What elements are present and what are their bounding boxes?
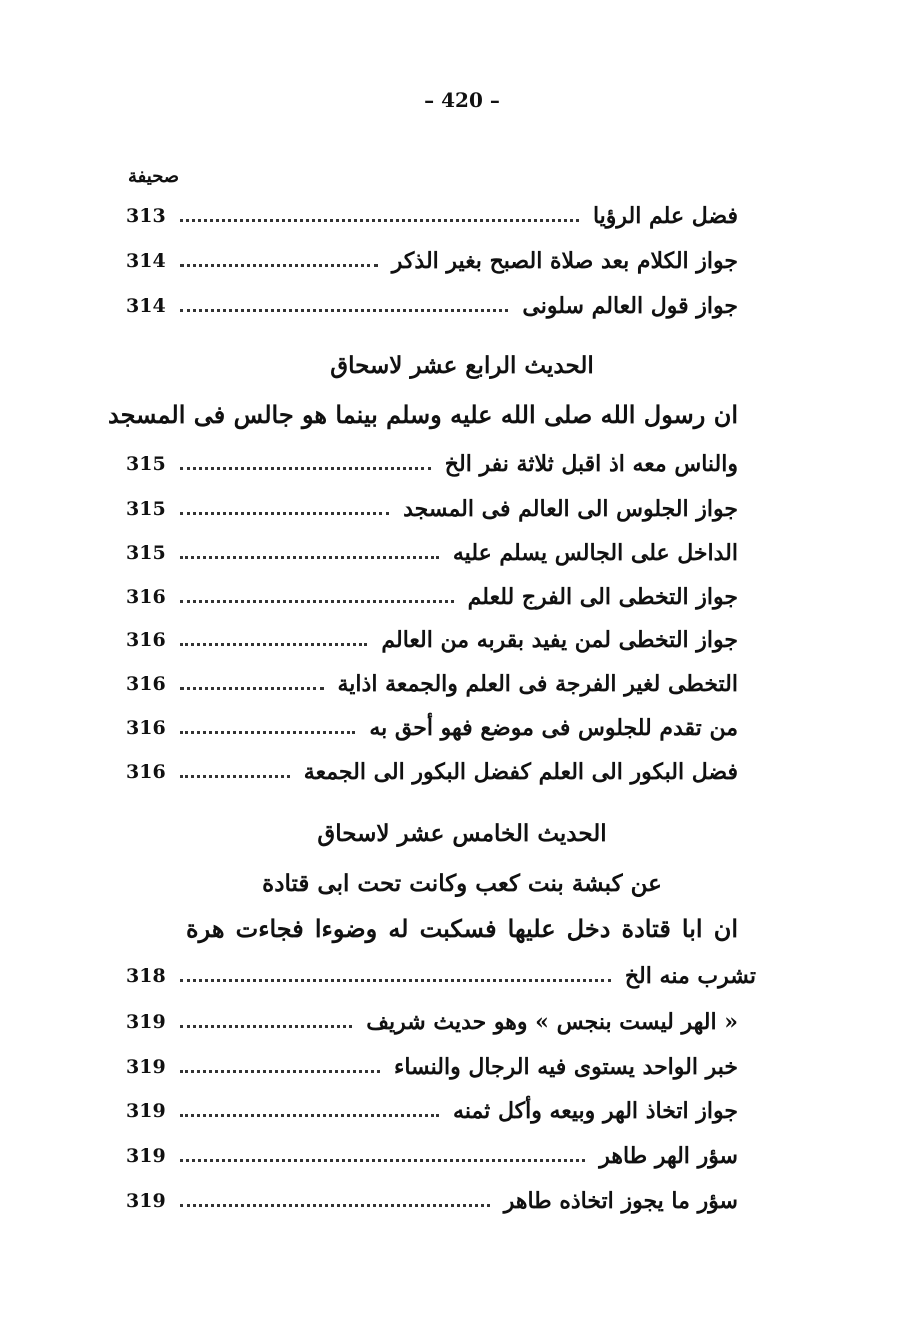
toc-entry-page: 316 xyxy=(126,586,166,608)
toc-entry-page: 314 xyxy=(126,250,166,272)
dot-leader xyxy=(180,643,367,646)
toc-entry xyxy=(126,1002,738,1042)
dot-leader xyxy=(180,264,378,267)
toc-entry-page: 314 xyxy=(126,295,166,317)
toc-entry xyxy=(126,752,738,792)
toc-entry-page: 316 xyxy=(126,673,166,695)
toc-entry-title: الداخل على الجالس يسلم عليه xyxy=(452,540,738,566)
toc-entry-page: 319 xyxy=(126,1190,166,1212)
toc-entry xyxy=(126,1136,738,1176)
toc-entry-title: جواز التخطى لمن يفيد بقربه من العالم xyxy=(381,627,738,653)
dot-leader xyxy=(180,1025,352,1028)
dot-leader xyxy=(180,219,579,222)
toc-entry-title: سؤر ما يجوز اتخاذه طاهر xyxy=(503,1188,738,1214)
toc-entry-title: جواز الكلام بعد صلاة الصبح بغير الذكر xyxy=(391,248,738,274)
toc-entry-title: التخطى لغير الفرجة فى العلم والجمعة اذاية xyxy=(337,671,738,697)
dot-leader xyxy=(180,467,431,470)
toc-entry-page: 315 xyxy=(126,542,166,564)
toc-entry-title: جواز التخطى الى الفرج للعلم xyxy=(467,584,738,610)
toc-entry-page: 319 xyxy=(126,1145,166,1167)
page-column-header: صحيفة xyxy=(128,166,180,187)
toc-entry-title: جواز اتخاذ الهر وبيعه وأكل ثمنه xyxy=(453,1098,738,1124)
toc-entry-title: فضل علم الرؤيا xyxy=(592,203,738,229)
toc-entry xyxy=(126,444,738,484)
toc-entry xyxy=(126,664,738,704)
toc-entry xyxy=(126,241,738,281)
toc-entry xyxy=(126,1181,738,1221)
dot-leader xyxy=(180,556,439,559)
toc-entry-title: « الهر ليست بنجس » وهو حديث شريف xyxy=(366,1009,738,1035)
toc-entry-title: جواز الجلوس الى العالم فى المسجد xyxy=(403,496,738,522)
toc-entry-title: فضل البكور الى العلم كفضل البكور الى الجمعة xyxy=(303,759,738,785)
section-heading: الحديث الخامس عشر لاسحاق xyxy=(317,820,607,847)
hadith-intro-line: ان ابا قتادة دخل عليها فسكبت له وضوءا فجاءت هرة xyxy=(186,914,738,943)
section-heading: الحديث الرابع عشر لاسحاق xyxy=(330,352,594,379)
toc-entry xyxy=(126,577,738,617)
toc-entry-page: 316 xyxy=(126,629,166,651)
toc-entry-page: 316 xyxy=(126,761,166,783)
page-number: – 420 – xyxy=(424,88,500,112)
toc-entry xyxy=(126,489,738,529)
toc-entry-page: 319 xyxy=(126,1100,166,1122)
hadith-subheading: عن كبشة بنت كعب وكانت تحت ابى قتادة xyxy=(262,870,662,897)
toc-entry xyxy=(126,1091,738,1131)
toc-entry xyxy=(126,196,738,236)
toc-entry-page: 319 xyxy=(126,1011,166,1033)
dot-leader xyxy=(180,1070,380,1073)
dot-leader xyxy=(180,1114,439,1117)
dot-leader xyxy=(180,512,389,515)
toc-entry-title: والناس معه اذ اقبل ثلاثة نفر الخ xyxy=(444,451,738,477)
toc-entry xyxy=(126,533,738,573)
toc-entry xyxy=(126,620,738,660)
toc-entry-page: 315 xyxy=(126,453,166,475)
toc-entry xyxy=(126,286,738,326)
dot-leader xyxy=(180,731,355,734)
toc-entry xyxy=(126,708,738,748)
dot-leader xyxy=(180,687,324,690)
toc-entry-page: 318 xyxy=(126,965,166,987)
toc-entry-title: تشرب منه الخ xyxy=(624,963,756,989)
toc-entry-title: من تقدم للجلوس فى موضع فهو أحق به xyxy=(369,715,738,741)
dot-leader xyxy=(180,309,508,312)
toc-entry xyxy=(126,956,756,996)
toc-entry-page: 316 xyxy=(126,717,166,739)
dot-leader xyxy=(180,775,290,778)
toc-entry-title: خبر الواحد يستوى فيه الرجال والنساء xyxy=(393,1054,738,1080)
toc-entry xyxy=(126,1047,738,1087)
dot-leader xyxy=(180,1204,490,1207)
toc-entry-title: جواز قول العالم سلونى xyxy=(522,293,738,319)
dot-leader xyxy=(180,979,611,982)
toc-entry-page: 315 xyxy=(126,498,166,520)
hadith-intro-line: ان رسول الله صلى الله عليه وسلم بينما هو جالس فى المسجد xyxy=(108,400,738,429)
dot-leader xyxy=(180,600,454,603)
dot-leader xyxy=(180,1159,585,1162)
toc-entry-title: سؤر الهر طاهر xyxy=(599,1143,738,1169)
toc-entry-page: 313 xyxy=(126,205,166,227)
toc-entry-page: 319 xyxy=(126,1056,166,1078)
